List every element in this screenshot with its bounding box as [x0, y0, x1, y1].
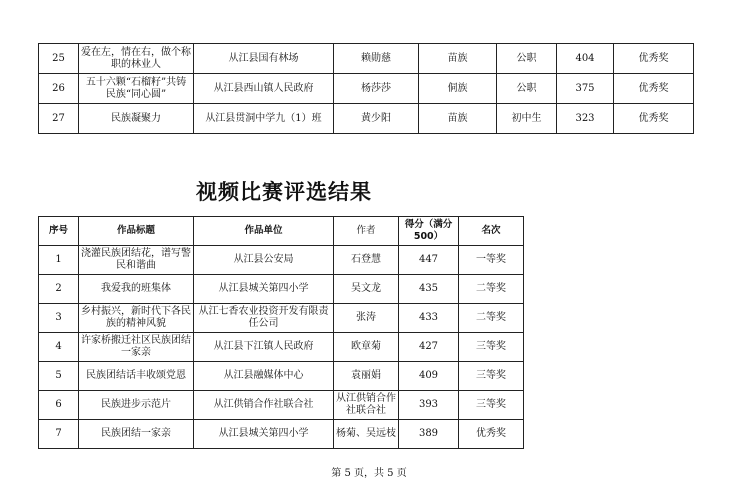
table-row — [39, 275, 524, 304]
table-cell: 7 — [39, 420, 79, 449]
table-cell: 民族凝聚力 — [79, 104, 194, 134]
table-cell: 3 — [39, 304, 79, 333]
table-row — [39, 333, 524, 362]
table-cell: 乡村振兴，新时代下各民族的精神风貌 — [79, 304, 194, 333]
video-results-table — [38, 216, 524, 449]
table-cell: 我爱我的班集体 — [79, 275, 194, 304]
table-cell: 从江供销合作社联合社 — [334, 391, 399, 420]
table-cell: 5 — [39, 362, 79, 391]
table-cell: 苗族 — [419, 104, 497, 134]
table-cell: 从江供销合作社联合社 — [194, 391, 334, 420]
table-cell: 4 — [39, 333, 79, 362]
table-cell: 民族团结一家亲 — [79, 420, 194, 449]
table-cell: 五十六颗“石榴籽”共铸民族“同心圆” — [79, 74, 194, 104]
table-cell: 433 — [399, 304, 459, 333]
table-cell: 404 — [557, 44, 614, 74]
table-cell: 优秀奖 — [614, 74, 694, 104]
table-cell: 1 — [39, 246, 79, 275]
table-row — [39, 420, 524, 449]
table-cell: 二等奖 — [459, 304, 524, 333]
table-row — [39, 246, 524, 275]
table-cell: 优秀奖 — [614, 104, 694, 134]
table-row — [39, 391, 524, 420]
table-row — [39, 104, 694, 134]
table-cell: 25 — [39, 44, 79, 74]
table-cell: 三等奖 — [459, 391, 524, 420]
table-cell: 从江县融媒体中心 — [194, 362, 334, 391]
column-header: 作品单位 — [194, 217, 334, 246]
table-cell: 二等奖 — [459, 275, 524, 304]
table-cell: 袁丽娟 — [334, 362, 399, 391]
table-cell: 从江县城关第四小学 — [194, 420, 334, 449]
table-cell: 三等奖 — [459, 362, 524, 391]
table-cell: 26 — [39, 74, 79, 104]
table-cell: 从江县西山镇人民政府 — [194, 74, 334, 104]
table-cell: 从江县城关第四小学 — [194, 275, 334, 304]
table-cell: 杨莎莎 — [334, 74, 419, 104]
table-cell: 6 — [39, 391, 79, 420]
table-cell: 张涛 — [334, 304, 399, 333]
table-header-row — [39, 217, 524, 246]
table-cell: 侗族 — [419, 74, 497, 104]
table-cell: 从江县贯洞中学九（1）班 — [194, 104, 334, 134]
column-header: 作者 — [334, 217, 399, 246]
table-cell: 409 — [399, 362, 459, 391]
table-cell: 优秀奖 — [614, 44, 694, 74]
table-cell: 民族团结话丰收颂党恩 — [79, 362, 194, 391]
table-cell: 爱在左，情在右，做个称职的林业人 — [79, 44, 194, 74]
table-cell: 从江县下江镇人民政府 — [194, 333, 334, 362]
column-header: 得分（满分500） — [399, 217, 459, 246]
table-cell: 公职 — [497, 74, 557, 104]
table-cell: 吴文龙 — [334, 275, 399, 304]
table-cell: 杨菊、吴远枝 — [334, 420, 399, 449]
table-cell: 389 — [399, 420, 459, 449]
table-row — [39, 74, 694, 104]
table-cell: 初中生 — [497, 104, 557, 134]
table-cell: 苗族 — [419, 44, 497, 74]
table-row — [39, 44, 694, 74]
table-cell: 393 — [399, 391, 459, 420]
section-title: 视频比赛评选结果 — [196, 179, 372, 204]
table-cell: 323 — [557, 104, 614, 134]
table-cell: 民族进步示范片 — [79, 391, 194, 420]
table-cell: 黄少阳 — [334, 104, 419, 134]
table-cell: 从江县公安局 — [194, 246, 334, 275]
table-cell: 2 — [39, 275, 79, 304]
page-footer: 第 5 页，共 5 页 — [331, 468, 407, 479]
table-cell: 赖勋慈 — [334, 44, 419, 74]
table-cell: 375 — [557, 74, 614, 104]
table-cell: 从江七香农业投资开发有限责任公司 — [194, 304, 334, 333]
results-table-continued — [38, 43, 694, 134]
column-header: 序号 — [39, 217, 79, 246]
table-row — [39, 362, 524, 391]
table-cell: 435 — [399, 275, 459, 304]
table-cell: 从江县国有林场 — [194, 44, 334, 74]
column-header: 作品标题 — [79, 217, 194, 246]
table-cell: 427 — [399, 333, 459, 362]
table-cell: 许家桥搬迁社区民族团结一家亲 — [79, 333, 194, 362]
table-cell: 浇灌民族团结花，谱写警民和谐曲 — [79, 246, 194, 275]
column-header: 名次 — [459, 217, 524, 246]
table-cell: 优秀奖 — [459, 420, 524, 449]
table-cell: 欧章菊 — [334, 333, 399, 362]
table-row — [39, 304, 524, 333]
table-cell: 石登慧 — [334, 246, 399, 275]
table-cell: 三等奖 — [459, 333, 524, 362]
table-cell: 公职 — [497, 44, 557, 74]
table-cell: 一等奖 — [459, 246, 524, 275]
table-cell: 447 — [399, 246, 459, 275]
table-cell: 27 — [39, 104, 79, 134]
